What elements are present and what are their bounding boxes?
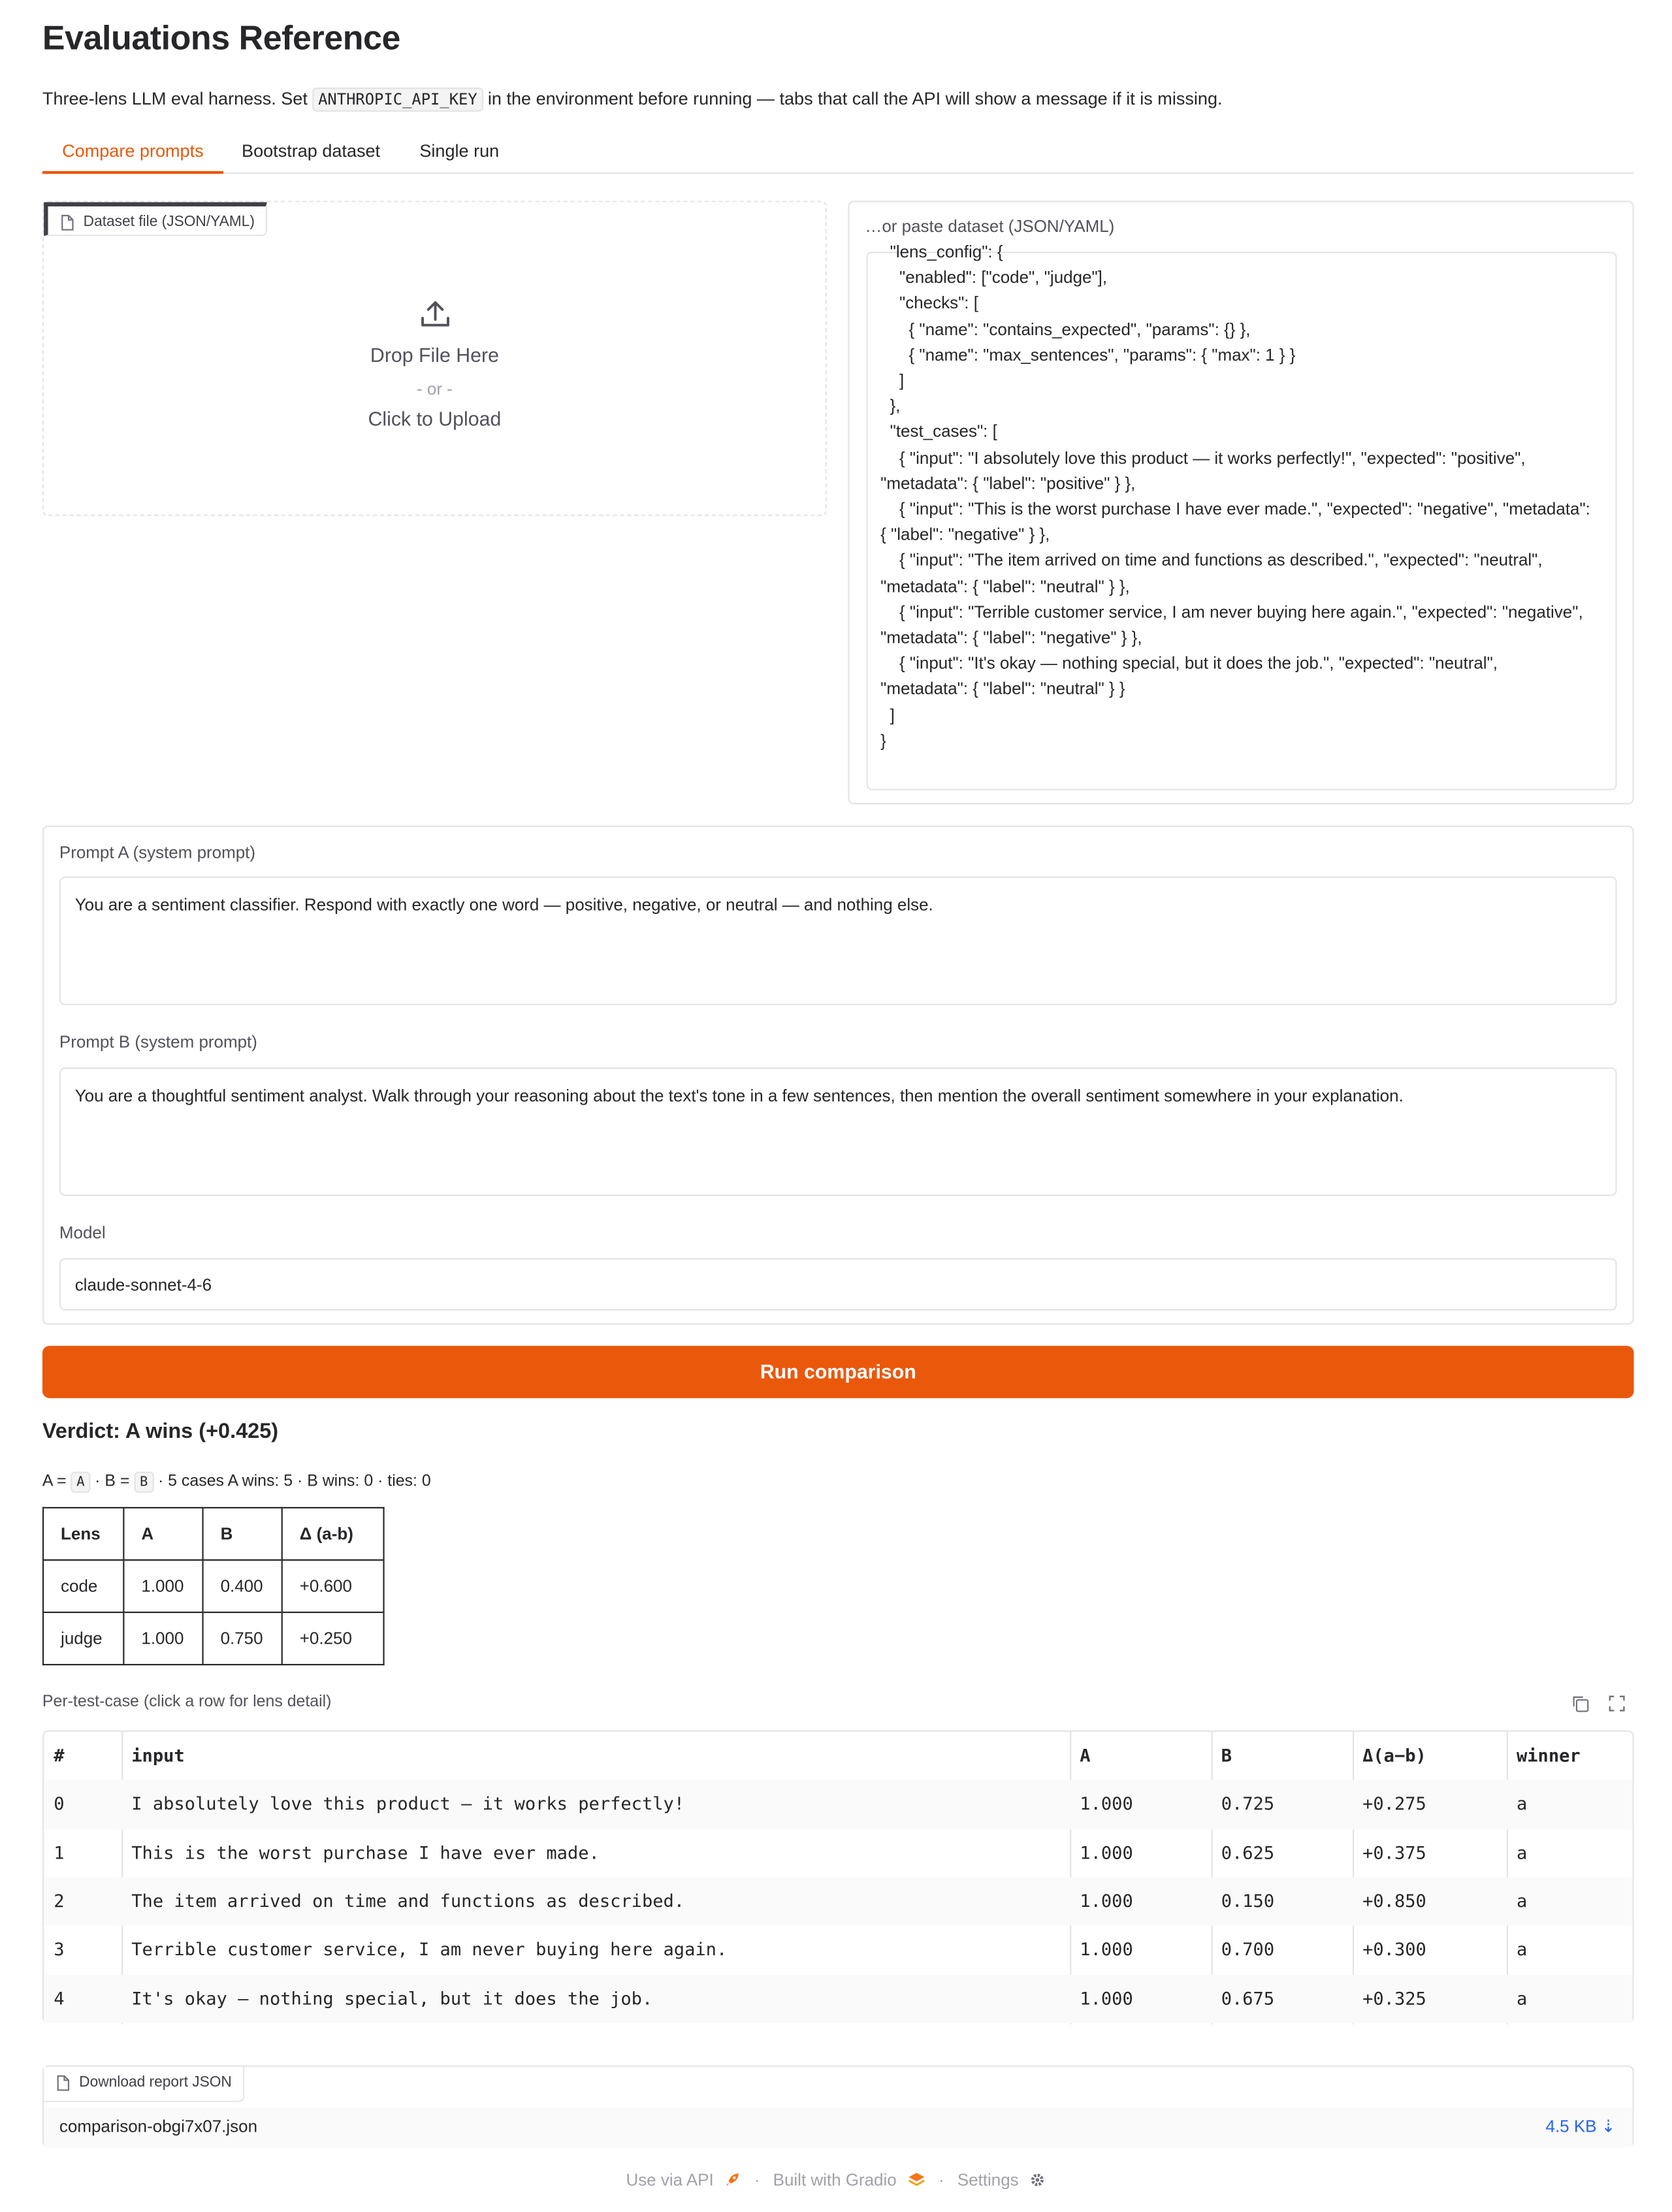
footer-separator: · — [938, 2170, 944, 2190]
table-cell: 1.000 — [1080, 1890, 1133, 1911]
table-cell: +0.850 — [1362, 1890, 1426, 1911]
dataset-upload-dropzone[interactable] — [42, 201, 827, 516]
summary-counts: · 5 cases A wins: 5 · B wins: 0 · ties: 0 — [153, 1472, 431, 1490]
download-report-panel — [42, 2066, 1634, 2148]
prompt-b-badge: B — [134, 1472, 153, 1493]
table-cell: 1.000 — [1080, 1841, 1133, 1863]
dataset-json-text: "lens_config": { "enabled": ["code", "judge"], "checks": [ { "name": "contains_expected", "params": {} }, { "name": "max_sentences", "params": { "max": 1 } } ] }, "test_cases": [ { "input": "I absolutely love this product — it works perfectly!", "expected": "positive", "metadata": { "label": "positive" } }, { "input": "This is the worst purchase I have ever made.", "expected": "negative", "metadata": { "label": "negative" } }, { "input": "The item arrived on time and functions as described.", "expected": "neutral", "metadata": { "label": "neutral" } }, { "input": "Terrible customer service, I am never buying here again.", "expected": "negative", "metadata": { "label": "negative" } }, { "input": "It's okay — nothing special, but it does the job.", "expected": "neutral", "metadata": { "label": "neutral" } } ] } — [880, 242, 1590, 751]
table-cell: It's okay — nothing special, but it does the job. — [131, 1987, 653, 2008]
table-cell: +0.300 — [1362, 1938, 1426, 1960]
table-cell: 1 — [54, 1841, 65, 1863]
prompt-a-textarea[interactable]: You are a sentiment classifier. Respond with exactly one word — positive, negative, or neutral — and nothing else. — [59, 877, 1617, 1005]
comparison-summary — [42, 1473, 431, 1490]
run-comparison-button[interactable]: Run comparison — [42, 1346, 1634, 1398]
model-label: Model — [59, 1222, 106, 1243]
gradio-logo-icon — [907, 2171, 925, 2188]
table-row — [43, 1560, 384, 1612]
tab-single-run[interactable]: Single run — [419, 141, 500, 161]
download-file-row — [44, 2108, 1632, 2148]
env-var-code: ANTHROPIC_API_KEY — [312, 88, 483, 112]
page-description — [42, 89, 1223, 108]
table-header-row — [43, 1508, 384, 1560]
table-cell: judge — [43, 1612, 123, 1665]
table-cell: 1.000 — [1080, 1938, 1133, 1960]
drop-file-text: Drop File Here — [370, 343, 499, 366]
footer-separator: · — [754, 2170, 760, 2190]
prompt-b-textarea[interactable]: You are a thoughtful sentiment analyst. Walk through your reasoning about the text's tone in a few sentences, then mention the overall sentiment somewhere in your explanation. — [59, 1067, 1617, 1196]
fullscreen-icon[interactable] — [1609, 1693, 1626, 1719]
verdict-heading — [42, 1420, 278, 1444]
table-cell: This is the worst purchase I have ever made. — [131, 1841, 600, 1863]
table-cell: 1.000 — [1080, 1987, 1133, 2008]
download-label: Download report JSON — [79, 2074, 232, 2091]
table-cell: +0.275 — [1362, 1793, 1426, 1815]
table-cell: 1.000 — [1080, 1793, 1133, 1815]
table-cell: 0.400 — [203, 1560, 282, 1612]
table-header[interactable]: Δ(a−b) — [1362, 1744, 1426, 1766]
description-text: Three-lens LLM eval harness. Set — [42, 89, 313, 109]
tab-bar — [42, 136, 1634, 174]
paste-dataset-panel — [848, 201, 1633, 804]
upload-icon — [419, 297, 453, 338]
download-label-tag — [44, 2067, 244, 2102]
verdict-delta: (+0.425) — [193, 1419, 279, 1444]
table-cell: 2 — [54, 1890, 65, 1911]
table-cell: 0.750 — [203, 1612, 282, 1665]
table-header[interactable]: input — [131, 1744, 185, 1766]
prompt-a-badge: A — [71, 1472, 91, 1493]
table-cell: 1.000 — [123, 1612, 202, 1665]
table-cell: a — [1516, 1793, 1528, 1815]
table-cell: 0.700 — [1221, 1938, 1275, 1960]
table-header[interactable]: winner — [1516, 1744, 1581, 1766]
table-header: B — [203, 1508, 282, 1560]
table-header[interactable]: A — [1080, 1744, 1091, 1766]
table-header[interactable]: # — [54, 1744, 65, 1766]
table-row[interactable] — [44, 1926, 1632, 1974]
table-cell: a — [1516, 1890, 1528, 1911]
tab-compare-prompts[interactable]: Compare prompts — [42, 136, 223, 174]
table-cell: I absolutely love this product — it works perfectly! — [131, 1793, 685, 1815]
table-cell: +0.375 — [1362, 1841, 1426, 1863]
upload-label-tag — [44, 202, 267, 236]
table-cell: 0.150 — [1221, 1890, 1275, 1911]
lens-scores-table — [42, 1507, 385, 1665]
per-test-case-label: Per-test-case (click a row for lens detail) — [42, 1693, 332, 1711]
page-title: Evaluations Reference — [42, 20, 400, 58]
summary-b-eq: · B = — [90, 1472, 135, 1490]
table-header-row — [44, 1732, 1632, 1780]
table-cell: +0.250 — [282, 1612, 384, 1665]
table-header: Δ (a-b) — [282, 1508, 384, 1560]
table-cell: 0 — [54, 1793, 65, 1815]
summary-a-eq: A = — [42, 1472, 71, 1490]
table-row — [43, 1612, 384, 1665]
table-cell: 3 — [54, 1938, 65, 1960]
download-link[interactable]: 4.5 KB ⇣ — [1545, 2116, 1616, 2136]
table-cell: a — [1516, 1841, 1528, 1863]
description-text-end: in the environment before running — tabs that call the API will show a message if it is missing. — [483, 89, 1223, 109]
rocket-icon — [724, 2171, 741, 2188]
file-icon — [61, 215, 73, 235]
table-cell: code — [43, 1560, 123, 1612]
prompt-b-label: Prompt B (system prompt) — [59, 1032, 257, 1052]
table-row[interactable] — [44, 1780, 1632, 1829]
gear-icon[interactable] — [1029, 2171, 1046, 2188]
footer — [0, 2170, 1672, 2190]
use-via-api-link[interactable]: Use via API — [626, 2170, 714, 2190]
upload-or-text: - or - — [417, 378, 453, 399]
table-cell: 4 — [54, 1987, 65, 2008]
table-header: A — [123, 1508, 202, 1560]
copy-icon[interactable] — [1571, 1693, 1588, 1719]
paste-dataset-label: …or paste dataset (JSON/YAML) — [865, 216, 1115, 236]
settings-link[interactable]: Settings — [957, 2170, 1019, 2190]
table-cell: a — [1516, 1938, 1528, 1960]
table-cell: 1.000 — [123, 1560, 202, 1612]
table-cell: +0.600 — [282, 1560, 384, 1612]
built-with-gradio-link[interactable]: Built with Gradio — [773, 2170, 897, 2190]
table-cell: 0.625 — [1221, 1841, 1275, 1863]
table-row[interactable] — [44, 1829, 1632, 1877]
table-row[interactable] — [44, 1974, 1632, 2023]
download-filename[interactable]: comparison-obgi7x07.json — [59, 2116, 258, 2136]
model-input[interactable]: claude-sonnet-4-6 — [59, 1258, 1617, 1310]
per-test-case-table — [42, 1731, 1634, 2023]
verdict-result: A wins — [125, 1419, 193, 1444]
prompt-a-label: Prompt A (system prompt) — [59, 842, 256, 863]
paste-dataset-textarea[interactable] — [867, 242, 1617, 790]
verdict-prefix: Verdict: — [42, 1419, 125, 1444]
click-to-upload-text[interactable]: Click to Upload — [368, 407, 502, 430]
table-cell: 0.725 — [1221, 1793, 1275, 1815]
table-cell: Terrible customer service, I am never buying here again. — [131, 1938, 728, 1960]
upload-label: Dataset file (JSON/YAML) — [83, 213, 255, 231]
table-header[interactable]: B — [1221, 1744, 1232, 1766]
table-header: Lens — [43, 1508, 123, 1560]
prompts-panel — [42, 826, 1634, 1325]
file-icon — [57, 2075, 69, 2095]
table-row[interactable] — [44, 1878, 1632, 1926]
table-cell: a — [1516, 1987, 1528, 2008]
table-cell: The item arrived on time and functions as described. — [131, 1890, 685, 1911]
table-cell: +0.325 — [1362, 1987, 1426, 2008]
tab-bootstrap-dataset[interactable]: Bootstrap dataset — [242, 141, 381, 161]
table-cell: 0.675 — [1221, 1987, 1275, 2008]
